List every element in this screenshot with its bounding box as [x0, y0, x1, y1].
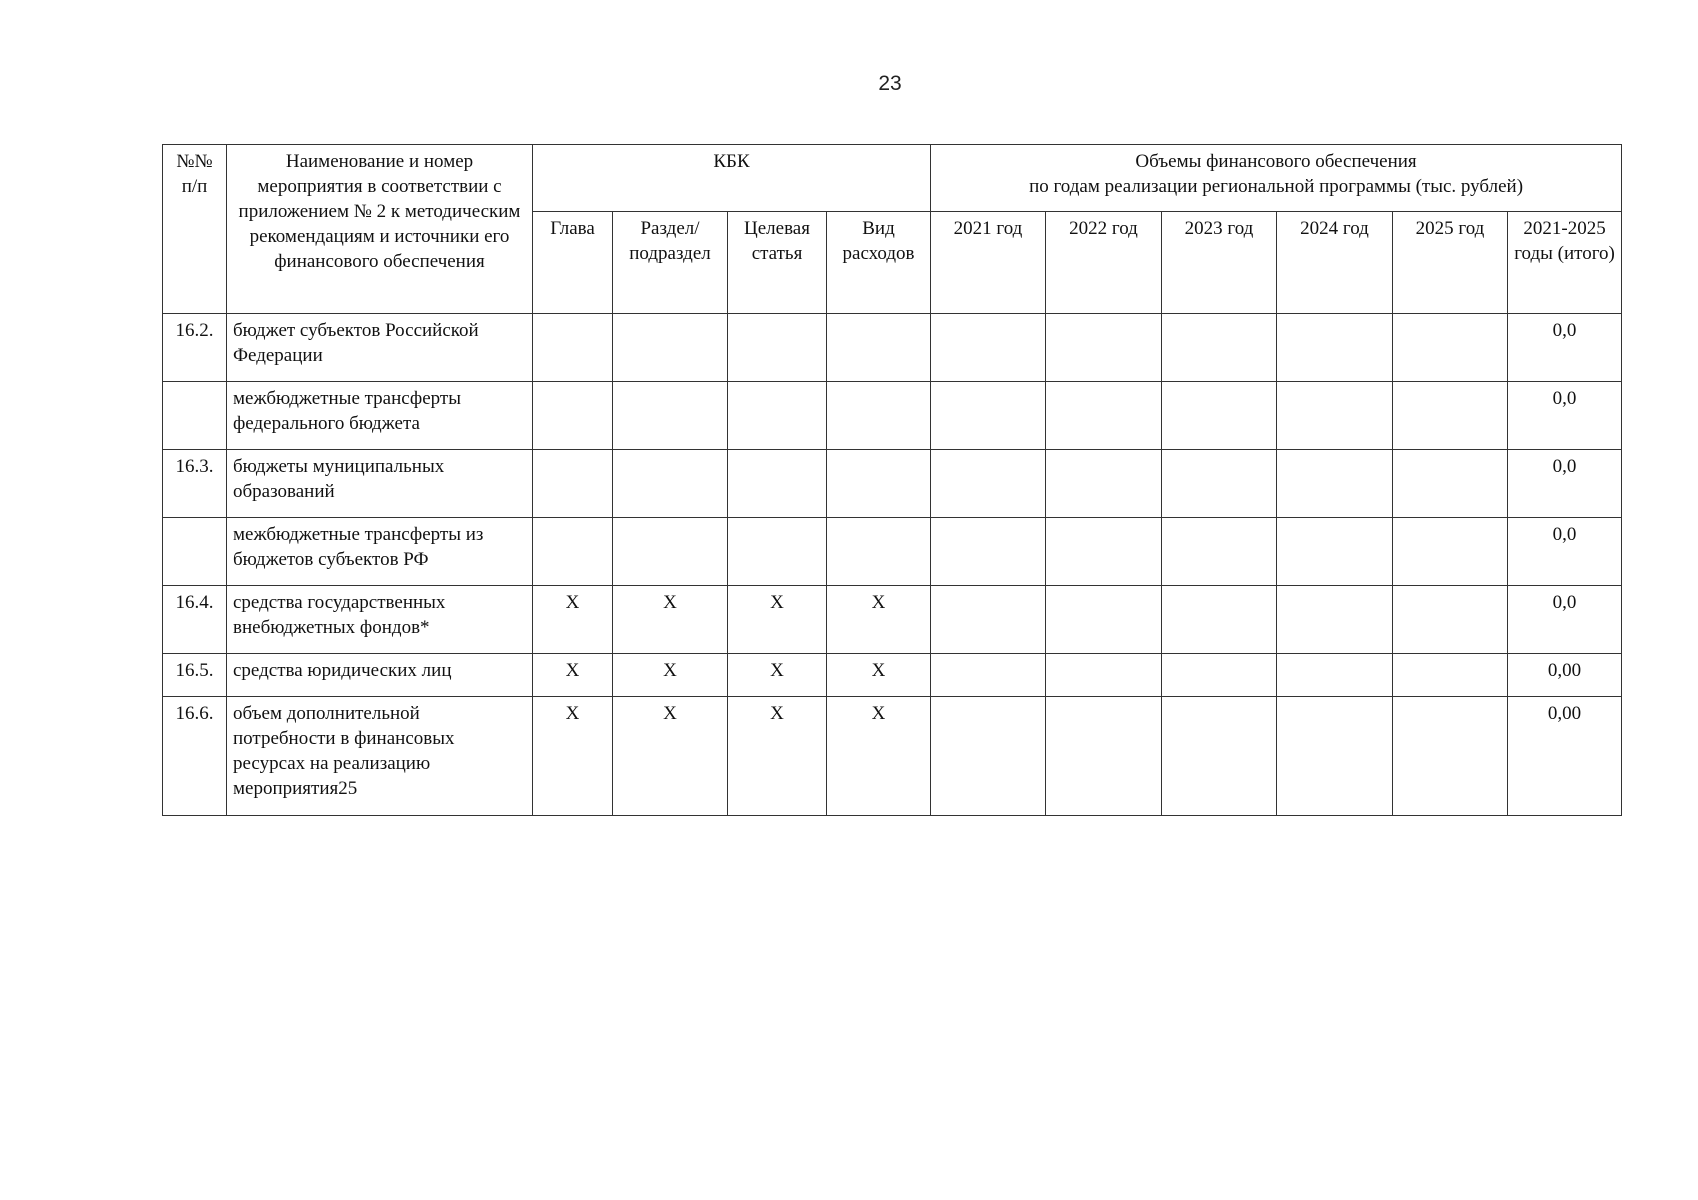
row-kbk-target: [728, 518, 827, 586]
row-2021: [931, 697, 1046, 816]
header-year-2023: 2023 год: [1162, 212, 1277, 314]
row-2025: [1393, 450, 1508, 518]
row-kbk-target: [728, 314, 827, 382]
row-2021: [931, 314, 1046, 382]
row-2023: [1162, 450, 1277, 518]
row-num: 16.4.: [163, 586, 227, 654]
row-kbk-target: [728, 450, 827, 518]
row-kbk-target: [728, 382, 827, 450]
row-total: 0,00: [1508, 697, 1622, 816]
table-row: [163, 518, 1622, 586]
header-volumes-line2: по годам реализации региональной программы (тыс. рублей): [1029, 176, 1524, 197]
header-num: №№ п/п: [163, 145, 227, 314]
row-2021: [931, 654, 1046, 697]
row-total: 0,0: [1508, 518, 1622, 586]
row-total: 0,0: [1508, 382, 1622, 450]
row-2022: [1046, 450, 1162, 518]
table-row: [163, 450, 1622, 518]
header-kbk-type: Вид расходов: [827, 212, 931, 314]
row-2025: [1393, 382, 1508, 450]
row-kbk-section: [613, 450, 728, 518]
row-kbk-section: [613, 382, 728, 450]
header-name: Наименование и номер мероприятия в соответствии с приложением № 2 к методическим рекомендациям и источники его финансового обеспечения: [227, 145, 533, 314]
row-kbk-section: X: [613, 697, 728, 816]
table-row: [163, 314, 1622, 382]
row-2024: [1277, 697, 1393, 816]
row-2025: [1393, 654, 1508, 697]
row-kbk-chapter: X: [533, 586, 613, 654]
row-kbk-type: [827, 518, 931, 586]
header-kbk-target: Целевая статья: [728, 212, 827, 314]
row-2021: [931, 382, 1046, 450]
row-kbk-chapter: X: [533, 654, 613, 697]
row-2021: [931, 518, 1046, 586]
header-kbk-chapter: Глава: [533, 212, 613, 314]
row-kbk-type: [827, 450, 931, 518]
row-2023: [1162, 382, 1277, 450]
row-kbk-target: X: [728, 697, 827, 816]
row-2023: [1162, 518, 1277, 586]
row-kbk-type: [827, 382, 931, 450]
row-2024: [1277, 450, 1393, 518]
row-num: 16.2.: [163, 314, 227, 382]
row-kbk-chapter: [533, 518, 613, 586]
header-year-total: 2021-2025 годы (итого): [1508, 212, 1622, 314]
row-kbk-type: X: [827, 697, 931, 816]
row-2022: [1046, 654, 1162, 697]
row-name: бюджеты муниципальных образований: [227, 450, 533, 518]
row-2025: [1393, 518, 1508, 586]
row-2022: [1046, 382, 1162, 450]
header-kbk-section: Раздел/ подраздел: [613, 212, 728, 314]
header-year-2024: 2024 год: [1277, 212, 1393, 314]
row-2022: [1046, 697, 1162, 816]
row-2021: [931, 450, 1046, 518]
row-2023: [1162, 697, 1277, 816]
row-name: объем дополнительной потребности в финансовых ресурсах на реализацию мероприятия25: [227, 697, 533, 816]
row-2024: [1277, 586, 1393, 654]
row-2025: [1393, 697, 1508, 816]
row-2024: [1277, 382, 1393, 450]
row-2024: [1277, 314, 1393, 382]
financing-table: [162, 144, 1622, 816]
row-2024: [1277, 654, 1393, 697]
row-2021: [931, 586, 1046, 654]
row-total: 0,0: [1508, 450, 1622, 518]
header-row-1: [163, 145, 1622, 212]
row-name: межбюджетные трансферты из бюджетов субъектов РФ: [227, 518, 533, 586]
table-row: [163, 697, 1622, 816]
row-kbk-target: X: [728, 654, 827, 697]
row-total: 0,00: [1508, 654, 1622, 697]
page-number: 23: [878, 72, 902, 95]
table-row: [163, 382, 1622, 450]
row-kbk-target: X: [728, 586, 827, 654]
row-kbk-chapter: [533, 450, 613, 518]
row-total: 0,0: [1508, 314, 1622, 382]
row-kbk-chapter: X: [533, 697, 613, 816]
header-volumes: [931, 145, 1622, 212]
row-kbk-section: X: [613, 586, 728, 654]
header-year-2025: 2025 год: [1393, 212, 1508, 314]
header-kbk: КБК: [533, 145, 931, 212]
table-row: [163, 586, 1622, 654]
row-kbk-type: X: [827, 586, 931, 654]
row-2025: [1393, 314, 1508, 382]
row-kbk-section: [613, 518, 728, 586]
row-kbk-type: X: [827, 654, 931, 697]
row-2022: [1046, 518, 1162, 586]
row-kbk-section: [613, 314, 728, 382]
row-name: межбюджетные трансферты федерального бюджета: [227, 382, 533, 450]
row-num: 16.3.: [163, 450, 227, 518]
row-2023: [1162, 654, 1277, 697]
row-name: бюджет субъектов Российской Федерации: [227, 314, 533, 382]
row-2024: [1277, 518, 1393, 586]
header-year-2021: 2021 год: [931, 212, 1046, 314]
row-num: 16.6.: [163, 697, 227, 816]
row-name: средства государственных внебюджетных фондов*: [227, 586, 533, 654]
row-name: средства юридических лиц: [227, 654, 533, 697]
row-kbk-section: X: [613, 654, 728, 697]
header-year-2022: 2022 год: [1046, 212, 1162, 314]
row-num: [163, 518, 227, 586]
table-row: [163, 654, 1622, 697]
row-2023: [1162, 586, 1277, 654]
row-kbk-chapter: [533, 314, 613, 382]
row-num: 16.5.: [163, 654, 227, 697]
row-total: 0,0: [1508, 586, 1622, 654]
row-kbk-chapter: [533, 382, 613, 450]
row-2022: [1046, 314, 1162, 382]
row-2022: [1046, 586, 1162, 654]
row-2025: [1393, 586, 1508, 654]
row-2023: [1162, 314, 1277, 382]
row-num: [163, 382, 227, 450]
row-kbk-type: [827, 314, 931, 382]
header-volumes-line1: Объемы финансового обеспечения: [1135, 151, 1417, 172]
